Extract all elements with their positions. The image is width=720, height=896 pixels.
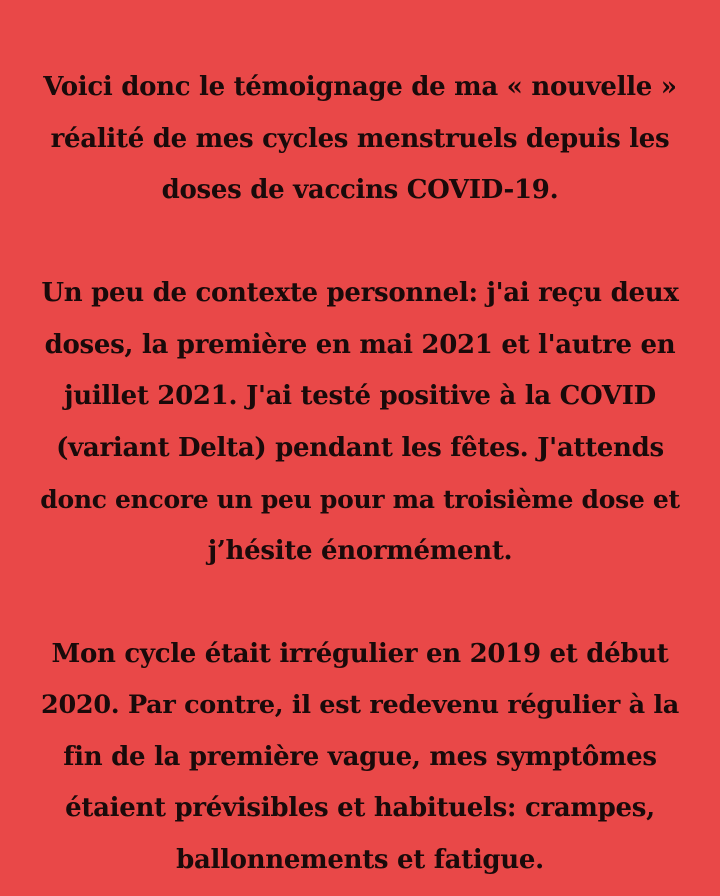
text-line: réalité de mes cycles menstruels depuis les: [50, 123, 670, 154]
paragraph-intro: [0, 62, 720, 217]
text-line: étaient prévisibles et habituels: crampes,: [65, 793, 655, 823]
text-line: ballonnements et fatigue.: [176, 844, 544, 875]
text-line: Un peu de contexte personnel: j'ai reçu deux: [41, 278, 679, 308]
paragraph-gap: [0, 577, 720, 629]
text-line: Voici donc le témoignage de ma « nouvelle »: [43, 72, 677, 102]
text-line: Mon cycle était irrégulier en 2019 et début: [51, 638, 669, 669]
paragraph-context: [0, 268, 720, 577]
text-line: juillet 2021. J'ai testé positive à la COVID: [64, 381, 656, 411]
paragraph-gap: [0, 217, 720, 269]
text-line: (variant Delta) pendant les fêtes. J'attends: [56, 432, 664, 463]
paragraph-cycle: [0, 629, 720, 887]
text-line: doses, la première en mai 2021 et l'autre en: [44, 329, 676, 360]
text-line: fin de la première vague, mes symptômes: [63, 741, 657, 772]
text-line: donc encore un peu pour ma troisième dose et: [40, 485, 680, 514]
text-line: 2020. Par contre, il est redevenu régulier à la: [41, 690, 679, 720]
text-line: doses de vaccins COVID-19.: [161, 175, 559, 205]
text-line: j’hésite énormément.: [207, 535, 513, 566]
